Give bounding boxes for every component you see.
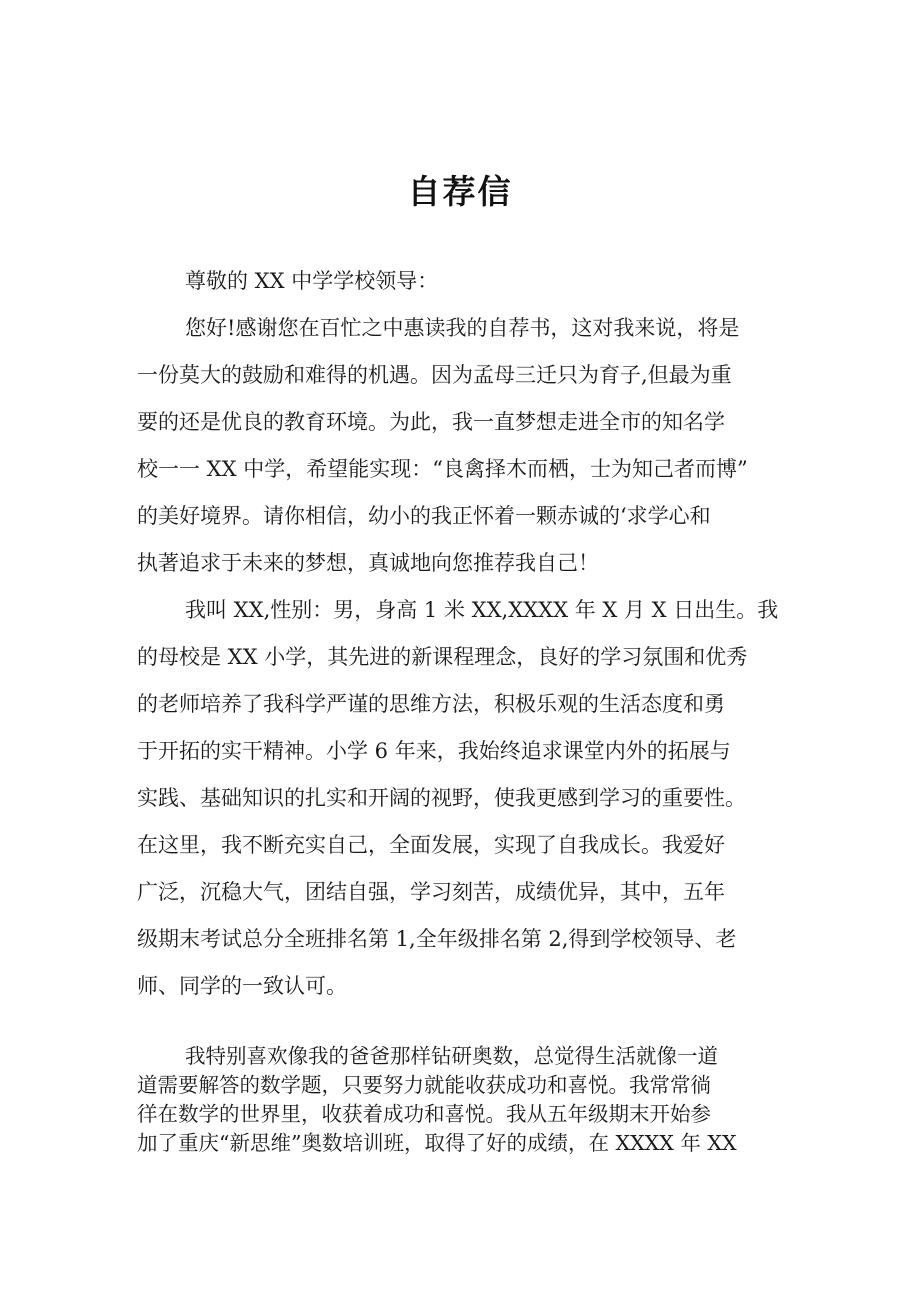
page-title: 自荐信: [407, 172, 513, 211]
paragraph-line: 的母校是 XX 小学，其先进的新课程理念，良好的学习氛围和优秀: [137, 645, 748, 669]
paragraph-2: [137, 587, 797, 1010]
paragraph-line: 于开拓的实干精神。小学 6 年来，我始终追求课堂内外的拓展与: [137, 739, 731, 763]
paragraph-line: 要的还是优良的教育环境。为此，我一直梦想走进全市的知名学: [137, 410, 725, 434]
paragraph-line: 我特别喜欢像我的爸爸那样钻研奥数，总觉得生活就像一道: [185, 1044, 718, 1068]
letter-body: [137, 258, 797, 1010]
paragraph-line: 道需要解答的数学题，只要努力就能收获成功和喜悦。我常常徜: [137, 1073, 711, 1097]
paragraph-line: 实践、基础知识的扎实和开阔的视野，使我更感到学习的重要性。: [137, 786, 746, 810]
paragraph-line: 加了重庆“新思维”奥数培训班，取得了好的成绩，在 XXXX 年 XX: [137, 1131, 737, 1155]
paragraph-line: 在这里，我不断充实自己，全面发展，实现了自我成长。我爱好: [137, 833, 725, 857]
paragraph-line: 执著追求于未来的梦想，真诚地向您推荐我自己！: [137, 551, 599, 575]
paragraph-line: 的老师培养了我科学严谨的思维方法，积极乐观的生活态度和勇: [137, 692, 725, 716]
paragraph-line: 您好!感谢您在百忙之中惠读我的自荐书，这对我来说，将是: [185, 316, 740, 340]
paragraph-line: 师、同学的一致认可。: [137, 974, 347, 998]
paragraph-line: 校一一 XX 中学，希望能实现：“良禽择木而栖，士为知己者而博”: [137, 457, 748, 481]
paragraph-line: 的美好境界。请你相信，幼小的我正怀着一颗赤诚的‘求学心和: [137, 504, 711, 528]
paragraph-line: 徉在数学的世界里，收获着成功和喜悦。我从五年级期末开始参: [137, 1102, 711, 1126]
paragraph-line: 广泛，沉稳大气，团结自强，学习刻苦，成绩优异，其中，五年: [137, 880, 725, 904]
paragraph-line: 级期末考试总分全班排名第 1,全年级排名第 2,得到学校领导、老: [137, 927, 737, 951]
paragraph-1: [137, 305, 797, 587]
paragraph-line: 我叫 XX,性别：男，身高 1 米 XX,XXXX 年 X 月 X 日出生。我: [185, 598, 779, 622]
paragraph-line: 一份莫大的鼓励和难得的机遇。因为孟母三迁只为育子,但最为重: [137, 363, 732, 387]
salutation: 尊敬的 XX 中学学校领导：: [185, 269, 439, 293]
paragraph-3: [137, 1042, 797, 1158]
